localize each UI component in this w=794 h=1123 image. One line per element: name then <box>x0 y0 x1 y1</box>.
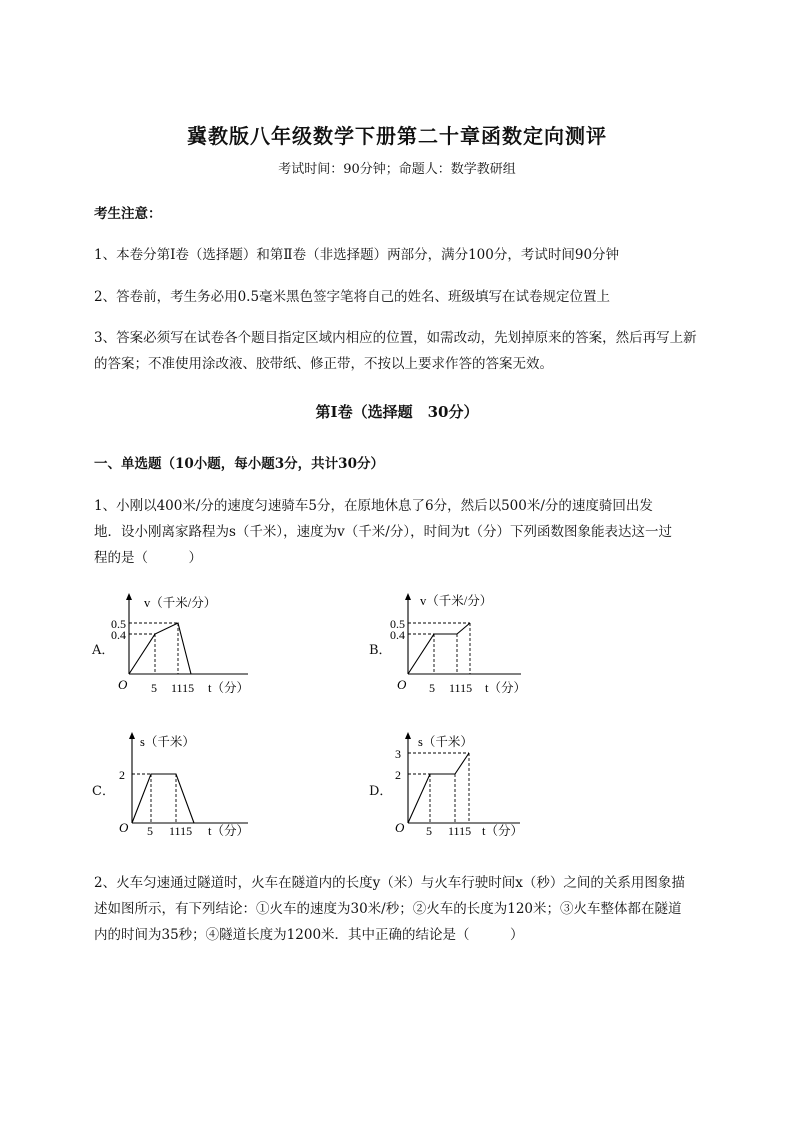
x-label: t（分） <box>208 681 249 695</box>
x-label: t（分） <box>485 681 526 695</box>
option-b-graph <box>389 588 539 700</box>
exam-info: 考试时间：90分钟；命题人：数学教研组 <box>278 162 516 177</box>
graph-line <box>408 753 469 823</box>
x-tick-1115: 1115 <box>169 824 193 838</box>
q2-line-1: 2、火车匀速通过隧道时，火车在隧道内的长度y（米）与火车行驶时间x（秒）之间的关系用图象描 <box>94 875 685 891</box>
notice-item-3: 3、答案必须写在试卷各个题目指定区域内相应的位置，如需改动，先划掉原来的答案，然后再写上新 <box>94 330 697 346</box>
q1-line-3: 程的是（ ） <box>94 550 202 566</box>
origin-label: O <box>118 677 128 692</box>
y-tick-0.4: 0.4 <box>111 628 126 642</box>
page-title: 冀教版八年级数学下册第二十章函数定向测评 <box>187 124 607 148</box>
option-a-graph <box>110 588 260 700</box>
y-tick-3: 3 <box>395 747 401 761</box>
y-label: s（千米） <box>140 735 195 749</box>
q2-line-3: 内的时间为35秒；④隧道长度为1200米．其中正确的结论是（ ） <box>94 927 524 943</box>
y-tick-2: 2 <box>395 768 401 782</box>
origin-label: O <box>119 820 129 835</box>
q2-line-2: 述如图所示，有下列结论：①火车的速度为30米/秒；②火车的长度为120米；③火车整体都在隧道 <box>94 901 682 917</box>
x-tick-5: 5 <box>147 824 153 838</box>
notice-heading: 考生注意： <box>94 206 162 222</box>
section-title: 第I卷（选择题 30分） <box>315 403 479 421</box>
y-label: v（千米/分） <box>420 594 493 608</box>
origin-label: O <box>395 820 405 835</box>
y-label: v（千米/分） <box>144 596 217 610</box>
option-d-label: D． <box>369 784 393 799</box>
option-a-label: A． <box>92 643 115 658</box>
graph-line <box>132 774 194 823</box>
q1-line-2: 地．设小刚离家路程为s（千米），速度为v（千米/分），时间为t（分）下列函数图象能表达这一过 <box>94 524 673 540</box>
notice-item-3-cont: 的答案；不准使用涂改液、胶带纸、修正带，不按以上要求作答的答案无效。 <box>94 356 553 372</box>
option-b-label: B． <box>369 643 392 658</box>
origin-label: O <box>397 677 407 692</box>
x-label: t（分） <box>482 824 523 838</box>
option-c-graph <box>110 730 260 842</box>
graph-line <box>408 623 470 674</box>
notice-item-1: 1、本卷分第I卷（选择题）和第Ⅱ卷（非选择题）两部分，满分100分，考试时间90分钟 <box>94 247 620 263</box>
part-heading: 一、单选题（10小题，每小题3分，共计30分） <box>94 456 384 472</box>
y-tick-0.4: 0.4 <box>390 628 405 642</box>
x-tick-1115: 1115 <box>171 681 195 695</box>
x-tick-5: 5 <box>426 824 432 838</box>
y-tick-0.5: 0.5 <box>111 617 126 631</box>
y-tick-0.5: 0.5 <box>390 617 405 631</box>
x-tick-5: 5 <box>151 681 157 695</box>
y-label: s（千米） <box>418 735 473 749</box>
option-c-label: C． <box>92 784 115 799</box>
x-tick-1115: 1115 <box>448 824 472 838</box>
x-tick-1115: 1115 <box>449 681 473 695</box>
option-d-graph <box>386 730 536 842</box>
x-label: t（分） <box>208 824 249 838</box>
y-tick-2: 2 <box>119 768 125 782</box>
notice-item-2: 2、答卷前，考生务必用0.5毫米黑色签字笔将自己的姓名、班级填写在试卷规定位置上 <box>94 289 611 305</box>
graph-line <box>129 623 191 674</box>
x-tick-5: 5 <box>429 681 435 695</box>
q1-line-1: 1、小刚以400米/分的速度匀速骑车5分，在原地休息了6分，然后以500米/分的速度骑回出发 <box>94 498 653 514</box>
